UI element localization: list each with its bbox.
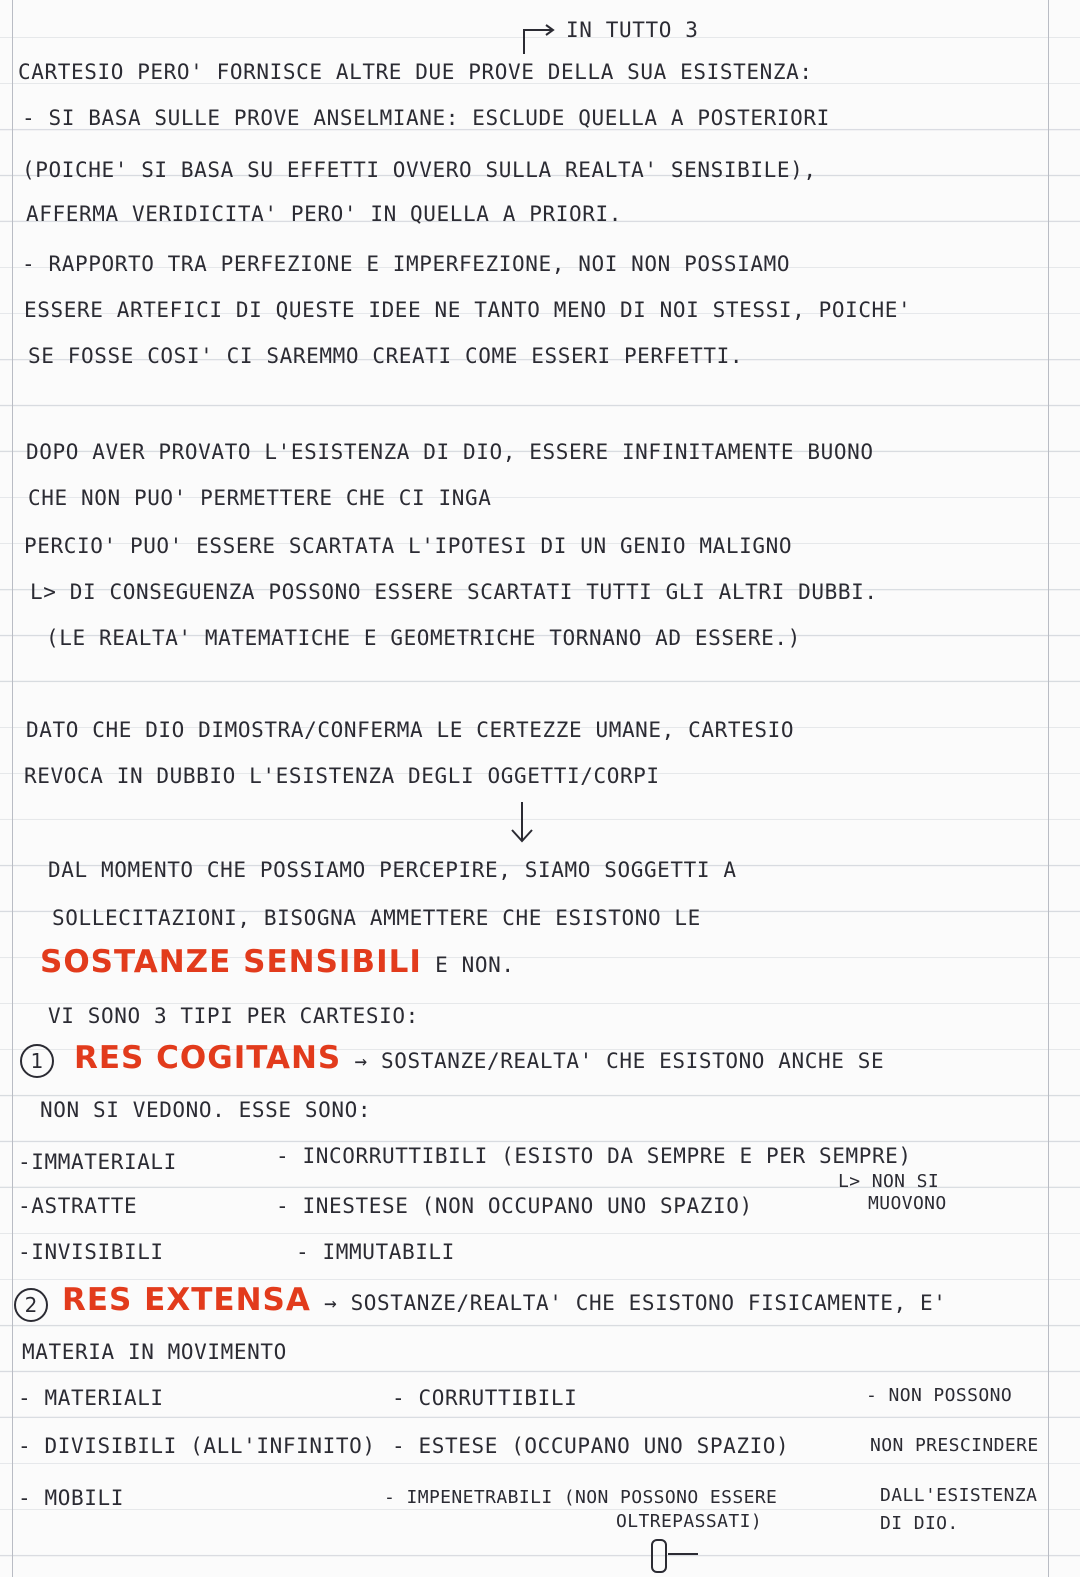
heading-suffix: E NON. bbox=[435, 953, 515, 977]
down-arrow-icon bbox=[508, 800, 536, 844]
sostanze-sensibili-heading: SOSTANZE SENSIBILI bbox=[40, 944, 422, 980]
text-line: L> DI CONSEGUENZA POSSONO ESSERE SCARTATI TUTTI GLI ALTRI DUBBI. bbox=[30, 580, 878, 604]
text-line: DOPO AVER PROVATO L'ESISTENZA DI DIO, ESSERE INFINITAMENTE BUONO bbox=[26, 440, 874, 464]
side-note: L> NON SI bbox=[838, 1171, 940, 1192]
text-line: CHE NON PUO' PERMETTERE CHE CI INGA bbox=[28, 486, 492, 510]
res-extensa-desc: → SOSTANZE/REALTA' CHE ESISTONO FISICAMENTE, E' bbox=[324, 1291, 947, 1315]
text-line: VI SONO 3 TIPI PER CARTESIO: bbox=[48, 1004, 419, 1028]
text-line: (POICHE' SI BASA SU EFFETTI OVVERO SULLA REALTA' SENSIBILE), bbox=[22, 158, 817, 182]
extensa-col2-item: - ESTESE (OCCUPANO UNO SPAZIO) bbox=[392, 1434, 790, 1458]
left-margin-line bbox=[12, 0, 13, 1577]
text-line: (LE REALTA' MATEMATICHE E GEOMETRICHE TORNANO AD ESSERE.) bbox=[46, 626, 801, 650]
res-cogitans-desc: → SOSTANZE/REALTA' CHE ESISTONO ANCHE SE bbox=[354, 1049, 885, 1073]
extensa-col3-item: - NON POSSONO bbox=[866, 1385, 1013, 1406]
extensa-col2-item: OLTREPASSATI) bbox=[616, 1511, 763, 1532]
extensa-col3-item: NON PRESCINDERE bbox=[870, 1435, 1039, 1456]
extensa-col3-item: DALL'ESISTENZA bbox=[880, 1485, 1038, 1506]
in-tutto-note: IN TUTTO 3 bbox=[566, 18, 699, 42]
text-line: SE FOSSE COSI' CI SAREMMO CREATI COME ESSERI PERFETTI. bbox=[28, 344, 744, 368]
extensa-col1-item: - MOBILI bbox=[18, 1486, 124, 1510]
extensa-col2-item: - CORRUTTIBILI bbox=[392, 1386, 578, 1410]
extensa-col2-item: - IMPENETRABILI (NON POSSONO ESSERE bbox=[384, 1487, 778, 1508]
res-cogitans-title: RES COGITANS bbox=[74, 1040, 342, 1076]
cogitans-col2-item: - INCORRUTTIBILI (ESISTO DA SEMPRE E PER SEMPRE) bbox=[276, 1144, 912, 1168]
number-circle-1: 1 bbox=[20, 1044, 54, 1078]
text-line: CARTESIO PERO' FORNISCE ALTRE DUE PROVE DELLA SUA ESISTENZA: bbox=[18, 60, 813, 84]
cogitans-col1-item: -IMMATERIALI bbox=[18, 1150, 177, 1174]
extensa-col1-item: - DIVISIBILI (ALL'INFINITO) bbox=[18, 1434, 376, 1458]
text-line: DATO CHE DIO DIMOSTRA/CONFERMA LE CERTEZZE UMANE, CARTESIO bbox=[26, 718, 795, 742]
bent-arrow-icon bbox=[518, 22, 558, 56]
text-line: PERCIO' PUO' ESSERE SCARTATA L'IPOTESI DI UN GENIO MALIGNO bbox=[24, 534, 793, 558]
res-extensa-title: RES EXTENSA bbox=[62, 1282, 311, 1318]
heading-line bbox=[40, 944, 515, 980]
text-line: DAL MOMENTO CHE POSSIAMO PERCEPIRE, SIAMO SOGGETTI A bbox=[48, 858, 737, 882]
cogitans-col2-item: - INESTESE (NON OCCUPANO UNO SPAZIO) bbox=[276, 1194, 753, 1218]
cogitans-col1-item: -INVISIBILI bbox=[18, 1240, 164, 1264]
text-line: MATERIA IN MOVIMENTO bbox=[22, 1340, 287, 1364]
extensa-col1-item: - MATERIALI bbox=[18, 1386, 164, 1410]
text-line: NON SI VEDONO. ESSE SONO: bbox=[40, 1098, 372, 1122]
right-margin-line bbox=[1048, 0, 1049, 1577]
text-line: - SI BASA SULLE PROVE ANSELMIANE: ESCLUDE QUELLA A POSTERIORI bbox=[22, 106, 830, 130]
cogitans-col2-item: - IMMUTABILI bbox=[296, 1240, 455, 1264]
doodle-icon bbox=[648, 1538, 708, 1574]
text-line: REVOCA IN DUBBIO L'ESISTENZA DEGLI OGGETTI/CORPI bbox=[24, 764, 660, 788]
text-line: - RAPPORTO TRA PERFEZIONE E IMPERFEZIONE, NOI NON POSSIAMO bbox=[22, 252, 791, 276]
extensa-col3-item: DI DIO. bbox=[880, 1513, 959, 1534]
number-circle-2: 2 bbox=[14, 1288, 48, 1322]
text-line: AFFERMA VERIDICITA' PERO' IN QUELLA A PRIORI. bbox=[26, 202, 622, 226]
res-cogitans-line bbox=[74, 1040, 885, 1076]
text-line: ESSERE ARTEFICI DI QUESTE IDEE NE TANTO MENO DI NOI STESSI, POICHE' bbox=[24, 298, 912, 322]
cogitans-col1-item: -ASTRATTE bbox=[18, 1194, 138, 1218]
side-note: MUOVONO bbox=[868, 1193, 947, 1214]
res-extensa-line bbox=[62, 1282, 947, 1318]
text-line: SOLLECITAZIONI, BISOGNA AMMETTERE CHE ESISTONO LE bbox=[52, 906, 701, 930]
